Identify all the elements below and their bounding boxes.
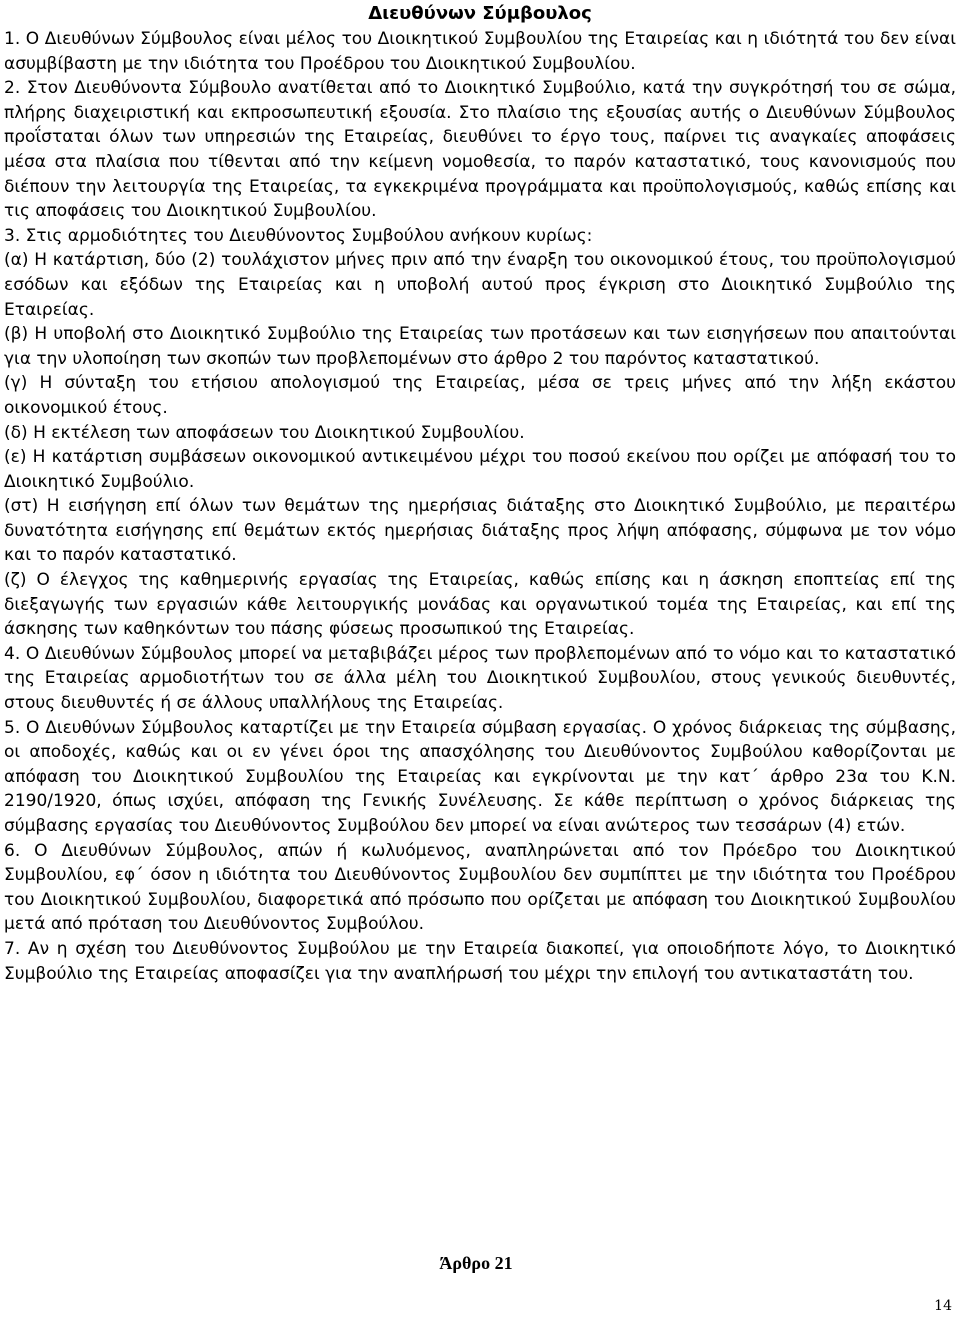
paragraph-3e: (ε) Η κατάρτιση συμβάσεων οικονομικού αντικειμένου μέχρι του ποσού εκείνου που ορίζει με απόφασή του το Διοικητικό Συμβούλιο. [4,447,956,492]
page-number: 14 [934,1298,952,1314]
document-page [4,0,956,986]
paragraph-1: 1. Ο Διευθύνων Σύμβουλος είναι μέλος του Διοικητικού Συμβουλίου της Εταιρείας και η ιδιότητά του δεν είναι ασυμβίβαστη με την ιδιότητα του Προέδρου του Διοικητικού Συμβουλίου. [4,29,956,74]
paragraph-3st: (στ) Η εισήγηση επί όλων των θεμάτων της ημερήσιας διάταξης στο Διοικητικό Συμβούλιο, με περαιτέρω δυνατότητα εισήγησης επί θεμάτων εκτός ημερήσιας διάταξης προς λήψη απόφασης, σύμφωνα με τον νόμο και το παρόν καταστατικό. [4,496,956,566]
paragraph-3d: (δ) Η εκτέλεση των αποφάσεων του Διοικητικού Συμβουλίου. [4,422,525,443]
paragraph-4: 4. Ο Διευθύνων Σύμβουλος μπορεί να μεταβιβάζει μέρος των προβλεπομένων από το νόμο και το καταστατικό της Εταιρείας αρμοδιοτήτων του σε άλλα μέλη του Διοικητικού Συμβουλίου, στους γενικούς διευθυντές, στους διευθυντές ή σε άλλους υπαλλήλους της Εταιρείας. [4,643,956,714]
paragraph-2: 2. Στον Διευθύνοντα Σύμβουλο ανατίθεται από το Διοικητικό Συμβούλιο, κατά την συγκρότησή του σε σώμα, πλήρης διαχειριστική και εκπροσωπευτική εξουσία. Στο πλαίσιο της εξουσίας αυτής ο Διευθύνων Σύμβουλος προΐσταται όλων των υπηρεσιών της Εταιρείας, διευθύνει το έργο τους, παίρνει τις αναγκαίες αποφάσεις μέσα στα πλαίσια που τίθενται από την κείμενη νομοθεσία, το παρόν καταστατικό, τους κανονισμούς που διέπουν την λειτουργία της Εταιρείας, τα εγκεκριμένα προγράμματα και προϋπολογισμούς, καθώς επίσης και τις αποφάσεις του Διοικητικού Συμβουλίου. [4,78,956,222]
paragraph-3z: (ζ) Ο έλεγχος της καθημερινής εργασίας της Εταιρείας, καθώς επίσης και η άσκηση εποπτείας επί της διεξαγωγής των εργασιών κάθε λειτουργικής μονάδας και οργανωτικού τομέα της Εταιρείας, και επί της άσκησης των καθηκόντων του πάσης φύσεως προσωπικού της Εταιρείας. [4,570,956,640]
paragraph-3c: (γ) Η σύνταξη του ετήσιου απολογισμού της Εταιρείας, μέσα σε τρεις μήνες από την λήξη εκάστου οικονομικού έτους. [4,373,956,418]
paragraph-3b: (β) Η υποβολή στο Διοικητικό Συμβούλιο της Εταιρείας των προτάσεων και των εισηγήσεων που απαιτούνται για την υλοποίηση των σκοπών των προβλεπομένων στο άρθρο 2 του παρόντος καταστατικού. [4,324,956,369]
section-heading: Διευθύνων Σύμβουλος [368,3,592,24]
paragraph-6: 6. Ο Διευθύνων Σύμβουλος, απών ή κωλυόμενος, αναπληρώνεται από τον Πρόεδρο του Διοικητικού Συμβουλίου, εφ΄ όσον η ιδιότητα του Διευθύνοντος Συμβουλίου δεν συμπίπτει με την ιδιότητα του Προέδρου του Διοικητικού Συμβουλίου, διαφορετικά από πρόσωπο που ορίζεται με απόφαση του Διοικητικού Συμβουλίου μετά από πρόταση του Διευθύνοντος Συμβούλου. [4,840,956,935]
paragraph-5: 5. Ο Διευθύνων Σύμβουλος καταρτίζει με την Εταιρεία σύμβαση εργασίας. Ο χρόνος διάρκειας της σύμβασης, οι αποδοχές, καθώς και οι εν γένει όροι της απασχόλησης του Διευθύνοντος Συμβούλου καθορίζονται με απόφαση του Διοικητικού Συμβουλίου της Εταιρείας και εγκρίνονται με την κατ΄ άρθρο 23α του Κ.Ν. 2190/1920, όπως ισχύει, απόφαση της Γενικής Συνέλευσης. Σε κάθε περίπτωση ο χρόνος διάρκειας της σύμβασης εργασίας του Διευθύνοντος Συμβούλου δεν μπορεί να είναι ανώτερος των τεσσάρων (4) ετών. [4,717,956,836]
article-title: Άρθρο 21 [439,1253,513,1273]
paragraph-3: 3. Στις αρμοδιότητες του Διευθύνοντος Συμβούλου ανήκουν κυρίως: [4,225,593,246]
paragraph-3a: (α) Η κατάρτιση, δύο (2) τουλάχιστον μήνες πριν από την έναρξη του οικονομικού έτους, του προϋπολογισμού εσόδων και εξόδων της Εταιρείας και η υποβολή αυτού προς έγκριση στο Διοικητικό Συμβούλιο της Εταιρείας. [4,250,956,320]
paragraph-7: 7. Αν η σχέση του Διευθύνοντος Συμβούλου με την Εταιρεία διακοπεί, για οποιοδήποτε λόγο, το Διοικητικό Συμβούλιο της Εταιρείας αποφασίζει για την αναπλήρωσή του μέχρι την επιλογή του αντικαταστάτη του. [4,938,956,984]
